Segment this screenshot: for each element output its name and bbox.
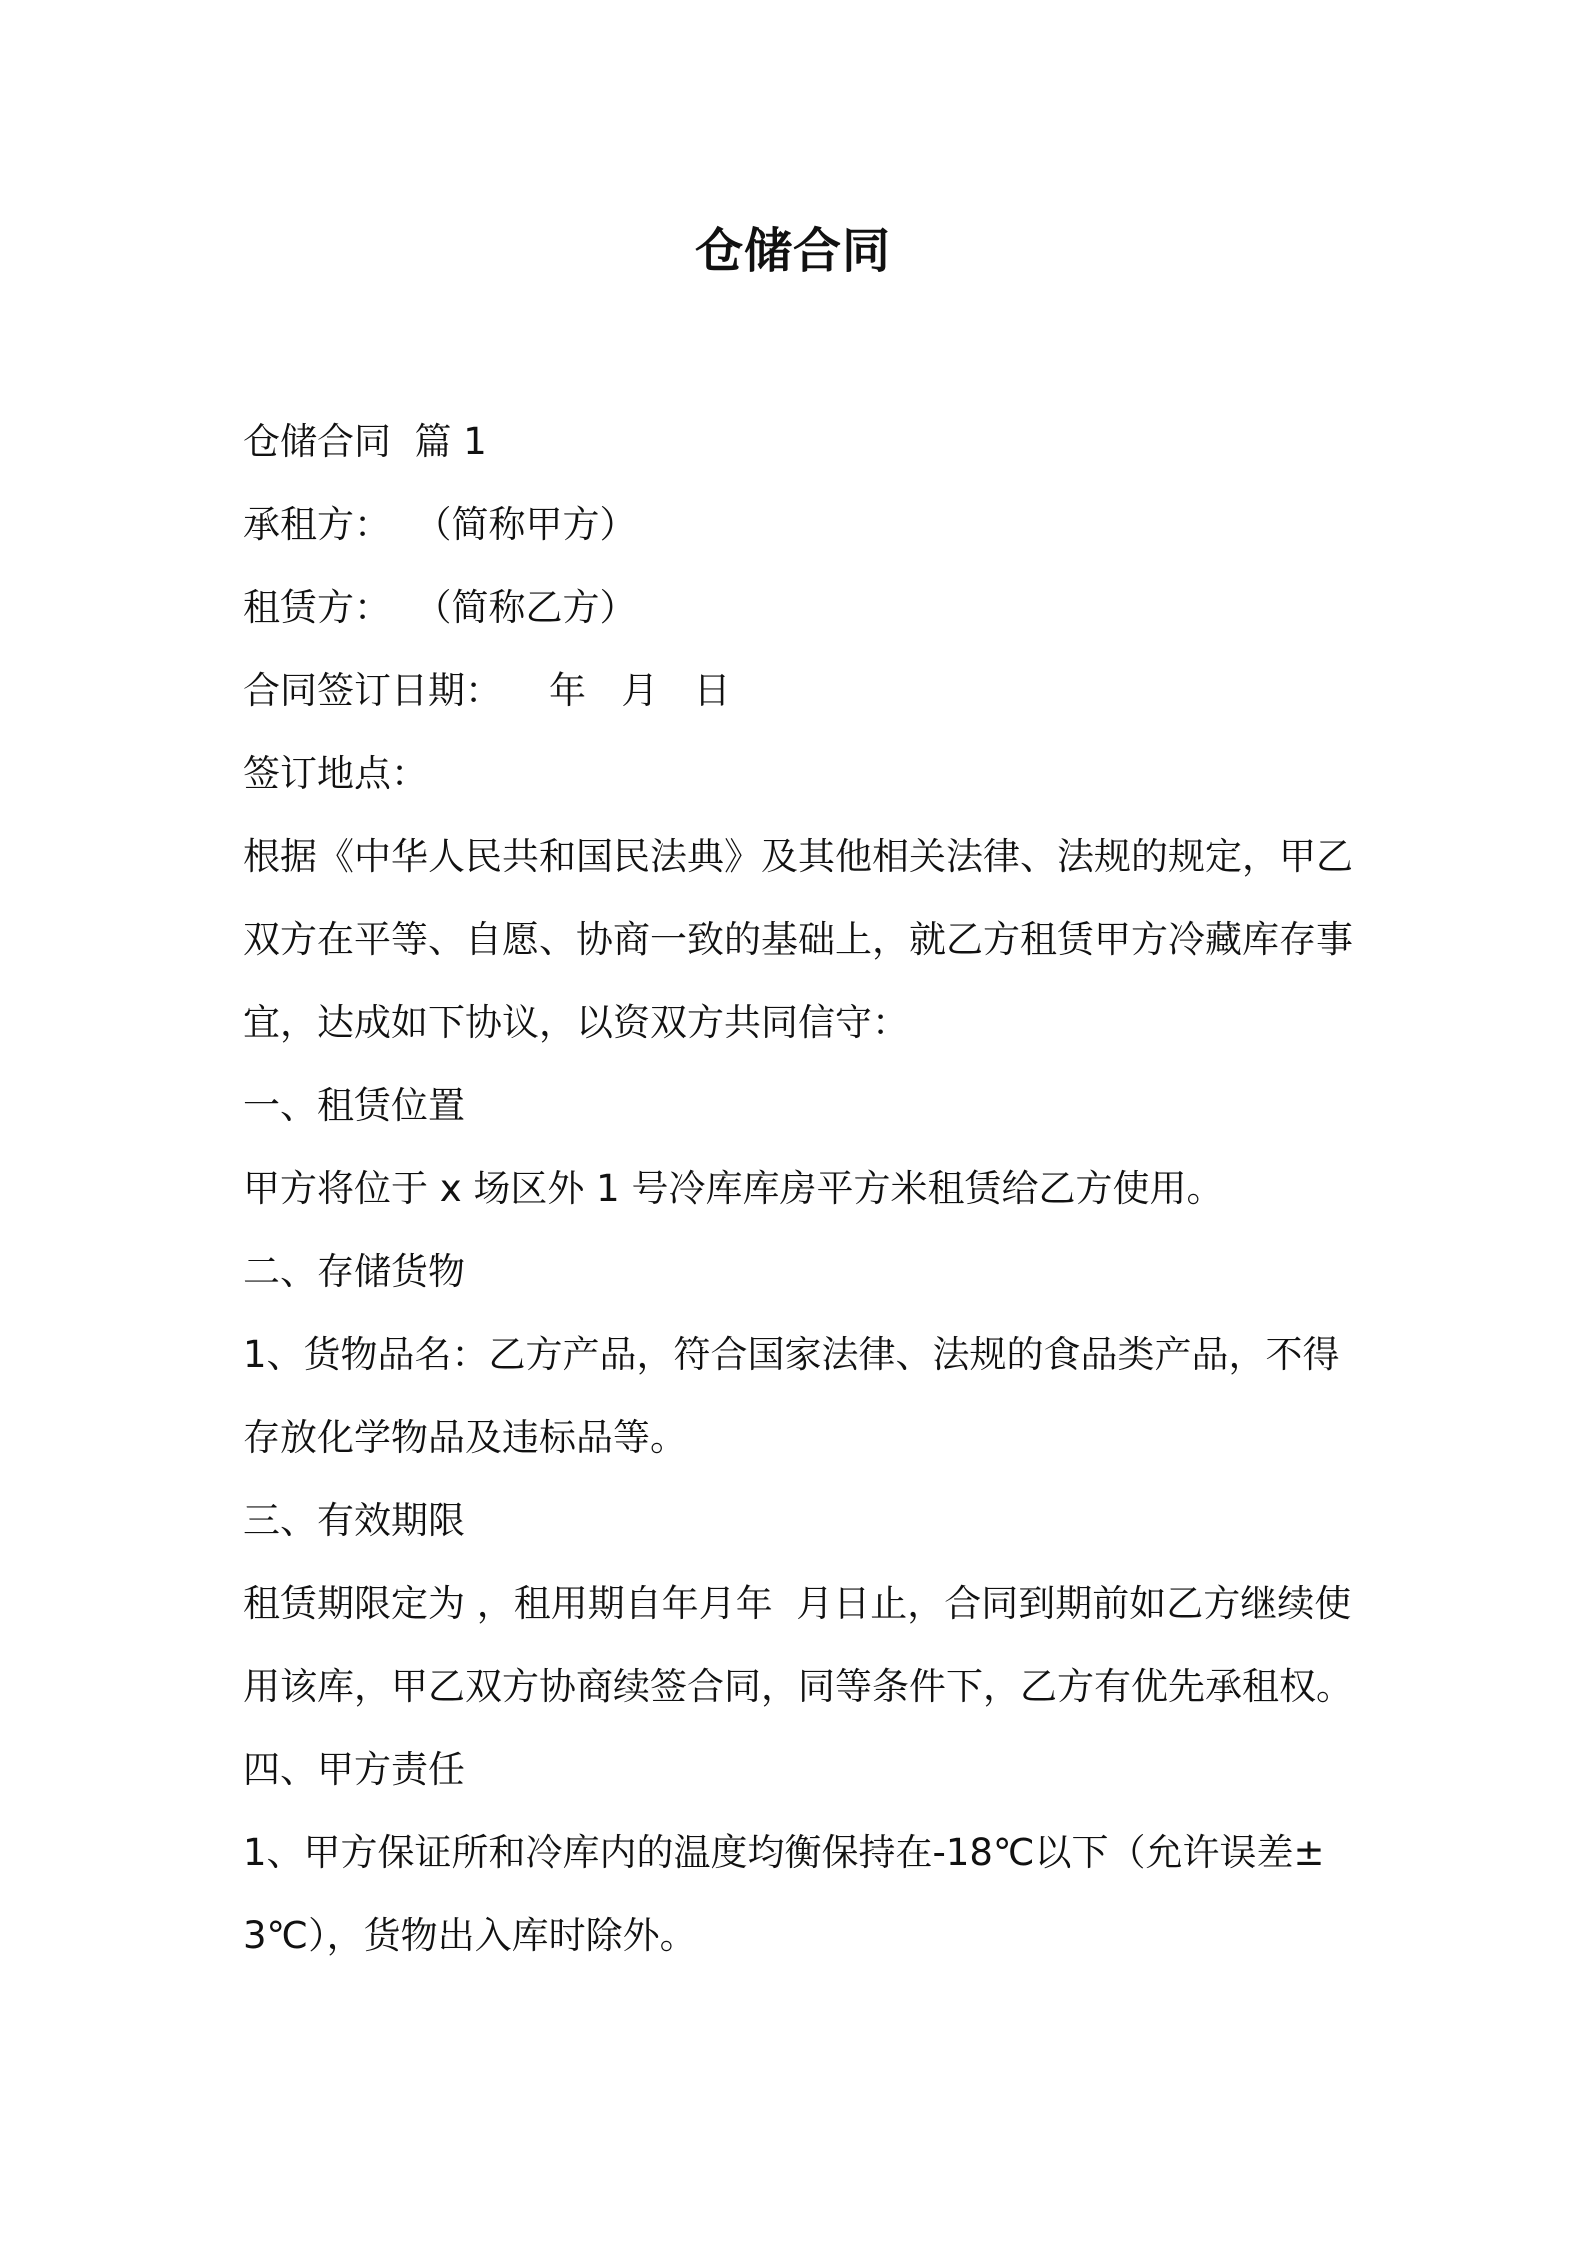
document-body (243, 408, 1363, 1985)
paragraph-line: 宜，达成如下协议，以资双方共同信守： (243, 1001, 909, 1044)
paragraph-line: 甲方将位于 x 场区外 1 号冷库库房平方米租赁给乙方使用。 (243, 1167, 1224, 1210)
document-title: 仓储合同 (694, 223, 891, 279)
clause-heading: 四、甲方责任 (243, 1748, 465, 1791)
paragraph-line: 1、甲方保证所和冷库内的温度均衡保持在-18℃以下（允许误差± (243, 1831, 1325, 1874)
section-heading: 仓储合同 篇 1 (243, 420, 487, 463)
paragraph-line: 用该库，甲乙双方协商续签合同，同等条件下，乙方有优先承租权。 (243, 1665, 1353, 1708)
signing-place-line: 签订地点： (243, 752, 428, 795)
lessor-line: 租赁方： （简称乙方） (243, 586, 637, 629)
paragraph-line: 根据《中华人民共和国民法典》及其他相关法律、法规的规定，甲乙 (243, 835, 1353, 878)
clause-heading: 三、有效期限 (243, 1499, 465, 1542)
clause-heading: 二、存储货物 (243, 1250, 465, 1293)
clause-heading: 一、租赁位置 (243, 1084, 465, 1127)
paragraph-line: 3℃），货物出入库时除外。 (243, 1914, 697, 1957)
lessee-line: 承租方： （简称甲方） (243, 503, 637, 546)
paragraph-line: 租赁期限定为 ，租用期自年月年 月日止，合同到期前如乙方继续使 (243, 1582, 1352, 1625)
paragraph-line: 双方在平等、自愿、协商一致的基础上，就乙方租赁甲方冷藏库存事 (243, 918, 1353, 961)
paragraph-line: 存放化学物品及违标品等。 (243, 1416, 687, 1459)
paragraph-line: 1、货物品名：乙方产品，符合国家法律、法规的食品类产品，不得 (243, 1333, 1340, 1376)
signing-date-line: 合同签订日期： 年 月 日 (243, 669, 731, 712)
